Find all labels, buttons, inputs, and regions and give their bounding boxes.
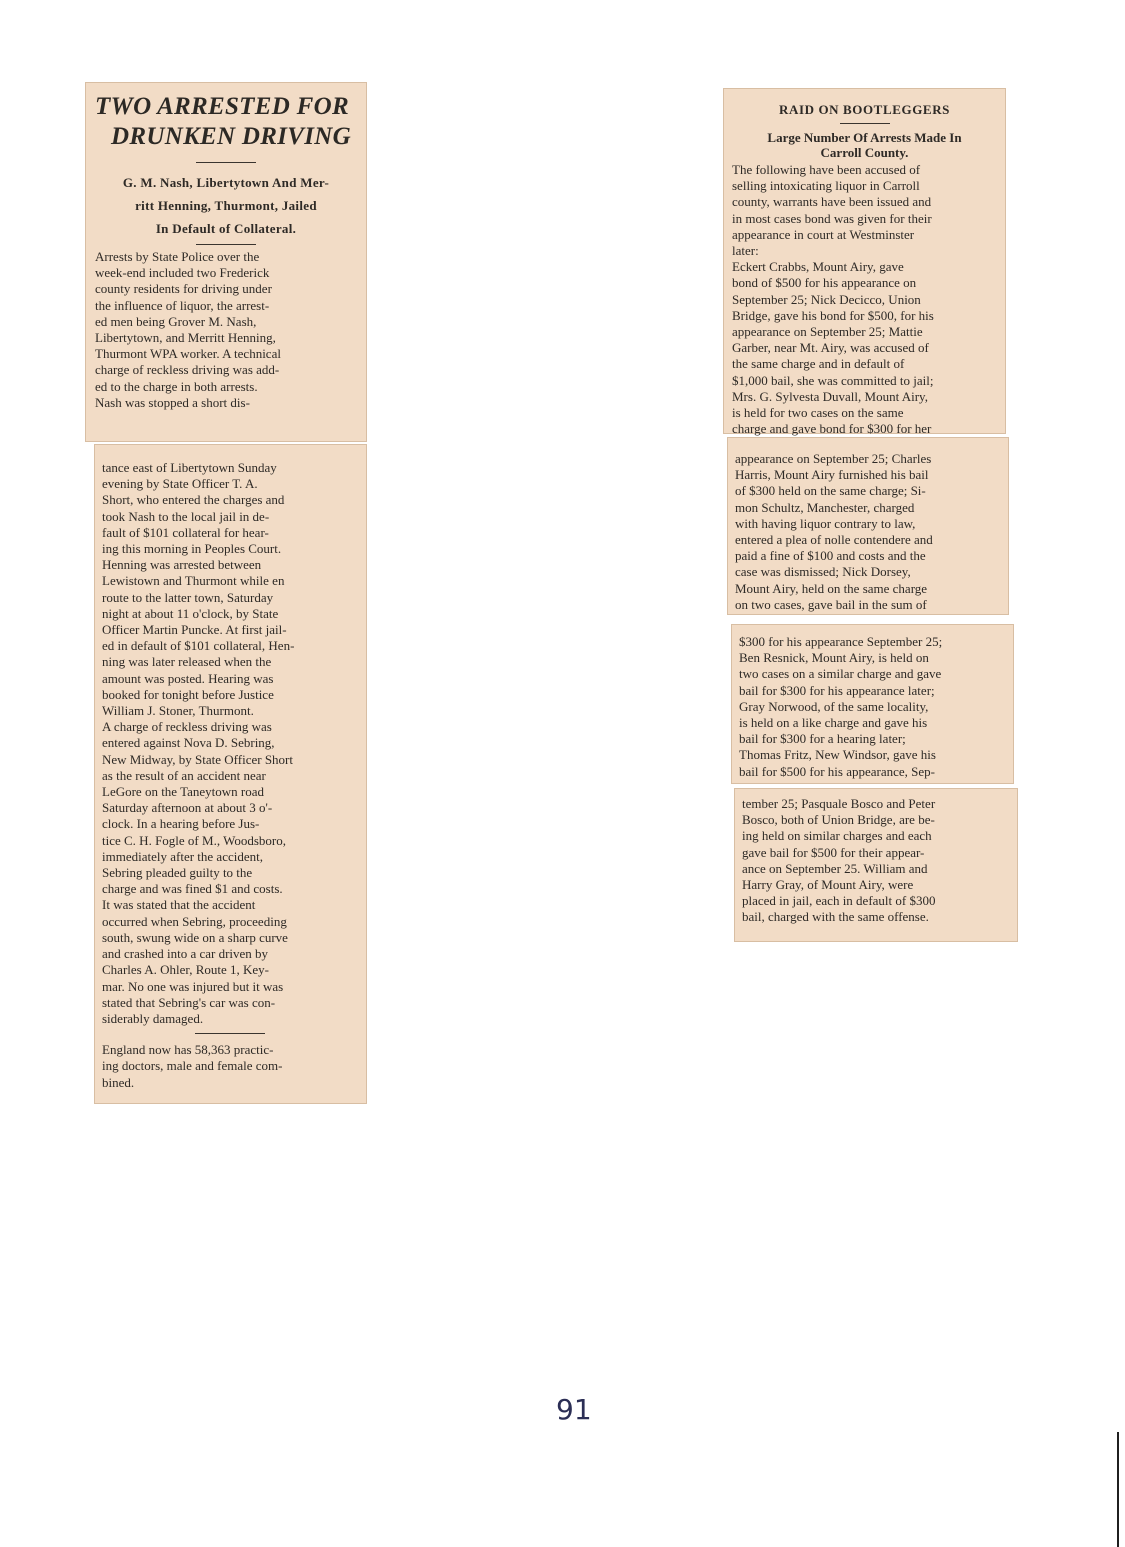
article-text-part2: appearance on September 25; Charles Harris, Mount Airy furnished his bail of $300 held on the same charge; Si- mon Schultz, Manchester, charged with having liquor contrary to law, entered a plea of nolle contendere and paid a fine of $100 and costs and the case was dismissed; Nick Dorsey, Mount Airy, held on the same charge on two cases, gave bail in the sum of [735,451,933,612]
page-number: 91 [556,1393,592,1426]
clipping-raid-part4 [734,788,1018,942]
article-title: RAID ON BOOTLEGGERS [778,102,951,117]
article-text-part3: $300 for his appearance September 25; Ben Resnick, Mount Airy, is held on two cases on a similar charge and gave bail for $300 for his appearance later; Gray Norwood, of the same locality, is held on a like charge and gave his bail for $300 for a hearing later; Thomas Fritz, New Windsor, gave his bail for $500 for his appearance, Sep- [739,634,943,779]
article-text-part1: Arrests by State Police over the week-end included two Frederick county residents for driving under the influence of liquor, the arrest- ed men being Grover M. Nash, Libertytown, and Merritt Henning, Thurmont WPA worker. A technical charge of reckless driving was add- ed to the charge in both arrests. Nash was stopped a short dis- [95,249,281,410]
clipping-drunken-driving-part2 [94,444,367,1104]
subdeck: Large Number Of Arrests Made In Carroll County. [767,130,962,160]
divider [840,123,890,124]
headline-line2: DRUNKEN DRIVING [111,123,351,150]
article-text-part1: The following have been accused of selling intoxicating liquor in Carroll county, warrants have been issued and in most cases bond was given for their appearance in court at Westminster later: Eckert Crabbs, Mount Airy, gave bond of $500 for his appearance on September 25; Nick Decicco, Union Bridge, gave his bond for $500, for his appearance on September 25; Mattie Garber, near Mt. Airy, was accused of the same charge and in default of $1,000 bail, she was committed to jail; Mrs. G. Sylvesta Duvall, Mount Airy, is held for two cases on the same charge and gave bond for $300 for her [732,162,934,437]
divider [196,162,256,163]
divider [195,1033,265,1034]
headline [95,92,357,152]
article-text-part2: tance east of Libertytown Sunday evening by State Officer T. A. Short, who entered the charges and took Nash to the local jail in de- fault of $101 collateral for hear- ing this morning in Peoples Court. Henning was arrested between Lewistown and Thurmont while en route to the latter town, Saturday night at about 11 o'clock, by State Officer Martin Puncke. At first jail- ed in default of $101 collateral, Hen- ning was later released when the amount was posted. Hearing was booked for tonight before Justice William J. Stoner, Thurmont. A charge of reckless driving was entered against Nova D. Sebring, New Midway, by State Officer Short as the result of an accident near LeGore on the Taneytown road Saturday afternoon at about 3 o'- clock. In a hearing before Jus- tice C. H. Fogle of M., Woodsboro, immediately after the accident, Sebring pleaded guilty to the charge and was fined $1 and costs. It was stated that the accident occurred when Sebring, proceeding south, swung wide on a sharp curve and crashed into a car driven by Charles A. Ohler, Route 1, Key- mar. No one was injured but it was stated that Sebring's car was con- siderably damaged. [102,460,295,1026]
divider [196,244,256,245]
scan-edge [1117,1432,1119,1547]
clipping-raid-part3 [731,624,1014,784]
clipping-raid-part1 [723,88,1006,437]
clipping-raid-part2 [727,437,1009,615]
article-text-part4: tember 25; Pasquale Bosco and Peter Bosco, both of Union Bridge, are be- ing held on similar charges and each gave bail for $500 for their appear- ance on September 25. William and Harry Gray, of Mount Airy, were placed in jail, each in default of $300 bail, charged with the same offense. [742,796,936,925]
headline-line1: TWO ARRESTED FOR [95,93,349,120]
filler-item: England now has 58,363 practic- ing doctors, male and female com- bined. [102,1042,283,1090]
deck: G. M. Nash, Libertytown And Mer- ritt Henning, Thurmont, Jailed In Default of Collateral. [122,175,330,236]
clipping-drunken-driving-part1 [85,82,367,442]
